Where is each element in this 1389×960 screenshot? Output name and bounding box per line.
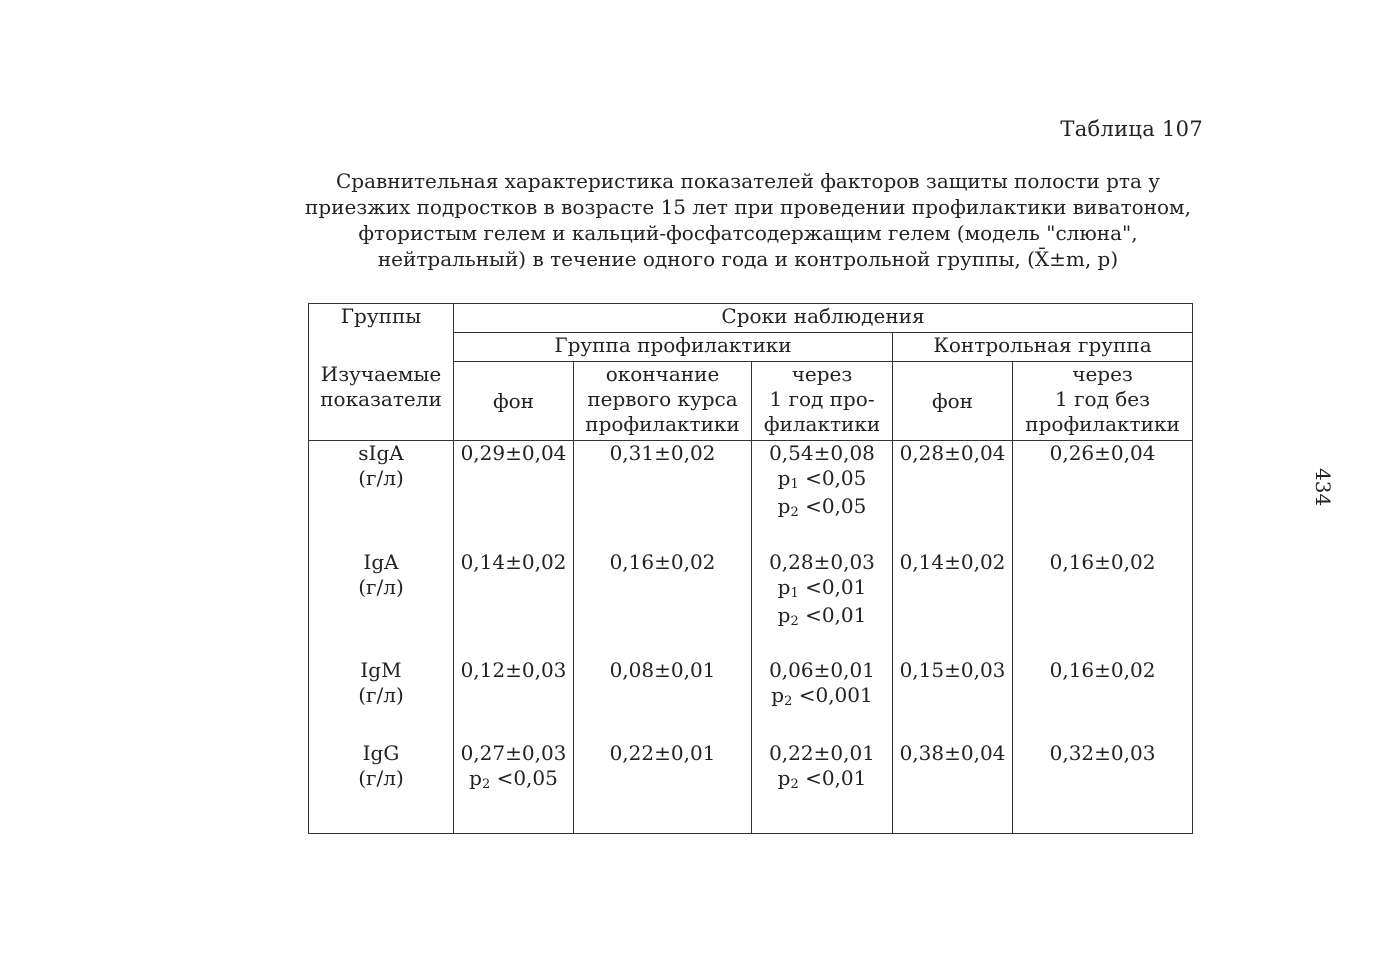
- cell-prof-fon: [454, 658, 574, 741]
- col-header-label: профилактики: [1025, 412, 1180, 436]
- groups-header-cell: [309, 304, 454, 333]
- indicators-label: Изучаемые: [320, 361, 442, 386]
- header-row-top: [309, 304, 1193, 333]
- control-group-label: Контрольная группа: [933, 333, 1152, 357]
- indicator-name: IgA: [363, 549, 399, 574]
- col-header-label: через: [1072, 362, 1133, 386]
- caption-line: нейтральный) в течение одного года и контрольной группы, (X̄±m, p): [377, 247, 1119, 271]
- col-header-label: профилактики: [585, 412, 740, 436]
- observation-period-header: [454, 304, 1193, 333]
- table-caption: [290, 168, 1206, 272]
- indicators-label: показатели: [320, 386, 442, 411]
- cell-prof-year: [752, 741, 893, 834]
- table-row: [309, 658, 1193, 741]
- cell-ctrl-year: [1013, 441, 1193, 550]
- col-header-label: окончание: [605, 362, 720, 386]
- cell-value: 0,08±0,01: [609, 657, 716, 682]
- indicator-cell: [309, 741, 454, 834]
- cell-p1: p1 <0,05: [777, 466, 867, 492]
- indicator-cell: [309, 441, 454, 550]
- col-header-label: филактики: [763, 412, 881, 436]
- col-header-prof-year: [752, 362, 893, 441]
- col-header-label: фон: [931, 388, 974, 413]
- cell-prof-end: [574, 658, 752, 741]
- col-header-ctrl-year: [1013, 362, 1193, 441]
- indicator-unit: (г/л): [358, 682, 404, 707]
- cell-value: 0,14±0,02: [460, 549, 567, 574]
- observation-period-label: Сроки наблюдения: [721, 304, 925, 328]
- cell-value: 0,32±0,03: [1049, 740, 1156, 765]
- header-row-columns: [309, 362, 1193, 441]
- cell-value: 0,12±0,03: [460, 657, 567, 682]
- col-header-ctrl-fon: [893, 362, 1013, 441]
- table-row: [309, 741, 1193, 834]
- cell-p2: p2 <0,001: [771, 682, 873, 709]
- indicator-name: IgG: [362, 740, 400, 765]
- cell-prof-fon: [454, 550, 574, 658]
- cell-ctrl-year: [1013, 741, 1193, 834]
- cell-value: 0,28±0,03: [769, 549, 875, 574]
- cell-p2: p2 <0,05: [469, 765, 558, 792]
- indicator-cell: [309, 658, 454, 741]
- cell-value: 0,26±0,04: [1049, 441, 1156, 465]
- cell-value: 0,28±0,04: [899, 441, 1006, 465]
- cell-value: 0,22±0,01: [769, 740, 875, 765]
- prophylaxis-group-label: Группа профилактики: [554, 333, 792, 357]
- indicators-header-cell: [309, 362, 454, 441]
- col-header-label: фон: [492, 388, 535, 413]
- cell-prof-end: [574, 550, 752, 658]
- cell-value: 0,27±0,03: [460, 740, 567, 765]
- col-header-label: через: [791, 362, 853, 386]
- prophylaxis-group-header: [454, 333, 893, 362]
- cell-prof-year: [752, 658, 893, 741]
- cell-value: 0,16±0,02: [609, 549, 716, 574]
- cell-value: 0,29±0,04: [460, 441, 567, 465]
- cell-value: 0,38±0,04: [899, 740, 1006, 765]
- cell-p2: p2 <0,01: [777, 602, 867, 629]
- col-header-prof-fon: [454, 362, 574, 441]
- caption-line: фтористым гелем и кальций-фосфатсодержащим гелем (модель "слюна",: [358, 221, 1138, 245]
- indicator-unit: (г/л): [358, 574, 404, 599]
- indicator-unit: (г/л): [358, 466, 404, 490]
- cell-prof-year: [752, 550, 893, 658]
- col-header-label: первого курса: [587, 387, 738, 411]
- cell-value: 0,54±0,08: [769, 441, 875, 465]
- table-row: [309, 441, 1193, 550]
- groups-label: Группы: [340, 304, 422, 328]
- cell-value: 0,22±0,01: [609, 740, 716, 765]
- cell-ctrl-year: [1013, 550, 1193, 658]
- header-row-groups: [309, 333, 1193, 362]
- page-number: 434: [1311, 468, 1335, 507]
- cell-ctrl-fon: [893, 658, 1013, 741]
- cell-value: 0,15±0,03: [899, 657, 1006, 682]
- cell-ctrl-year: [1013, 658, 1193, 741]
- cell-ctrl-fon: [893, 741, 1013, 834]
- cell-value: 0,16±0,02: [1049, 657, 1156, 682]
- col-header-prof-end: [574, 362, 752, 441]
- cell-p2: p2 <0,01: [777, 765, 867, 792]
- cell-prof-end: [574, 741, 752, 834]
- table-number: Таблица 107: [1060, 117, 1203, 141]
- caption-line: приезжих подростков в возрасте 15 лет при проведении профилактики виватоном,: [305, 195, 1191, 219]
- cell-value: 0,31±0,02: [609, 441, 716, 465]
- cell-prof-end: [574, 441, 752, 550]
- col-header-label: 1 год без: [1054, 387, 1151, 411]
- cell-value: 0,16±0,02: [1049, 549, 1156, 574]
- indicator-unit: (г/л): [358, 765, 404, 790]
- cell-p1: p1 <0,01: [777, 574, 867, 601]
- cell-prof-fon: [454, 741, 574, 834]
- cell-value: 0,06±0,01: [769, 657, 875, 682]
- cell-ctrl-fon: [893, 441, 1013, 550]
- control-group-header: [893, 333, 1193, 362]
- cell-value: 0,14±0,02: [899, 549, 1006, 574]
- cell-prof-year: [752, 441, 893, 550]
- cell-prof-fon: [454, 441, 574, 550]
- col-header-label: 1 год про-: [769, 387, 875, 411]
- empty-header-cell: [309, 333, 454, 362]
- indicator-cell: [309, 550, 454, 658]
- indicator-name: sIgA: [358, 441, 404, 465]
- table-row: [309, 550, 1193, 658]
- caption-line: Сравнительная характеристика показателей факторов защиты полости рта у: [336, 169, 1160, 193]
- cell-ctrl-fon: [893, 550, 1013, 658]
- indicator-name: IgM: [360, 657, 402, 682]
- data-table: [308, 303, 1193, 834]
- cell-p2: p2 <0,05: [777, 494, 867, 520]
